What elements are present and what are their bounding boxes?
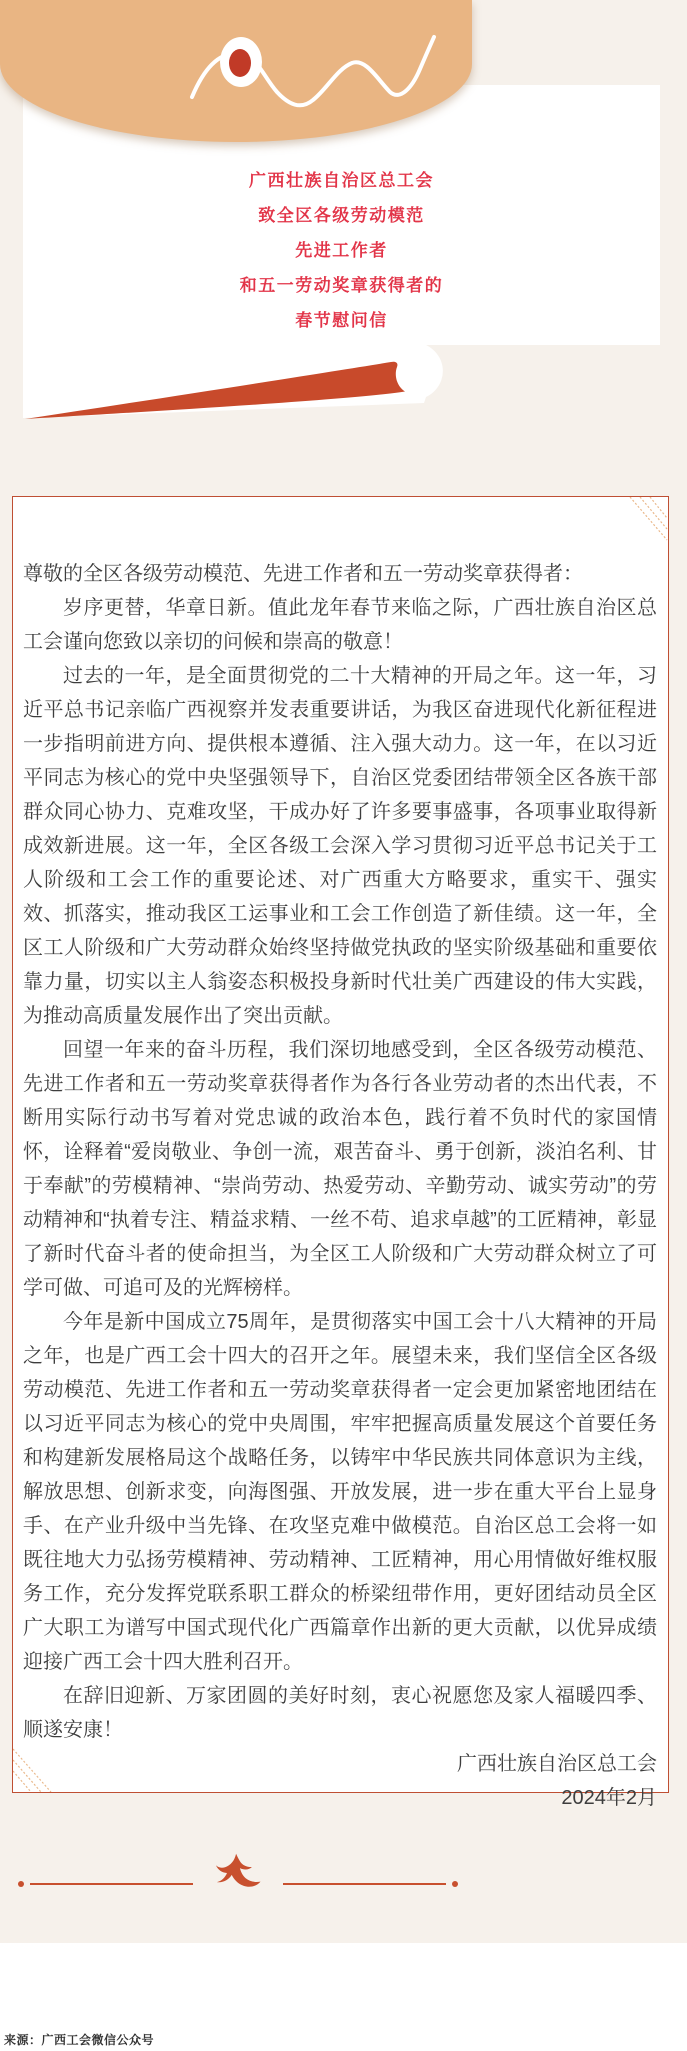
title-line-5: 春节慰问信 (295, 311, 388, 330)
letter-greeting: 尊敬的全区各级劳动模范、先进工作者和五一劳动奖章获得者： (23, 563, 583, 585)
letter-paragraph: 今年是新中国成立75周年，是贯彻落实中国工会十八大精神的开局之年，也是广西工会十四大的召开之年。展望未来，我们坚信全区各级劳动模范、先进工作者和五一劳动奖章获得者一定会更加紧密地团结在以习近平同志为核心的党中央周围，牢牢把握高质量发展这个首要任务和构建新发展格局这个战略任务，以铸牢中华民族共同体意识为主线，解放思想、创新求变，向海图强、开放发展，进一步在重大平台上显身手、在产业升级中当先锋、在攻坚克难中做模范。自治区总工会将一如既往地大力弘扬劳模精神、劳动精神、工匠精神，用心用情做好维权服务工作，充分发挥党联系职工群众的桥梁纽带作用，更好团结动员全区广大职工为谱写中国式现代化广西篇章作出新的更大贡献，以优异成绩迎接广西工会十四大胜利召开。 (23, 1311, 657, 1673)
letter-date: 2024年2月 (561, 1787, 657, 1809)
title-line-4: 和五一劳动奖章获得者的 (239, 276, 444, 295)
divider-dot-left (18, 1881, 24, 1887)
title-line-2: 致全区各级劳动模范 (258, 206, 425, 225)
dove-icon (215, 1852, 261, 1892)
source-caption: 来源：广西工会微信公众号 (4, 2033, 155, 2047)
letter-paragraph: 回望一年来的奋斗历程，我们深切地感受到，全区各级劳动模范、先进工作者和五一劳动奖章获得者作为各行各业劳动者的杰出代表，不断用实际行动书写着对党忠诚的政治本色，践行着不负时代的家国情怀，诠释着“爱岗敬业、争创一流，艰苦奋斗、勇于创新，淡泊名利、甘于奉献”的劳模精神、“崇尚劳动、热爱劳动、辛勤劳动、诚实劳动”的劳动精神和“执着专注、精益求精、一丝不苟、追求卓越”的工匠精神，彰显了新时代奋斗者的使命担当，为全区工人阶级和广大劳动群众树立了可学可做、可追可及的光辉榜样。 (23, 1039, 657, 1299)
signature-block (23, 1747, 657, 1815)
page-curl-ornament (0, 330, 687, 435)
footer-divider (18, 1862, 458, 1906)
letter-signature: 广西壮族自治区总工会 (457, 1753, 657, 1775)
ink-dot (229, 49, 251, 77)
divider-line-right (283, 1883, 446, 1885)
letter-box (12, 496, 669, 1809)
letter-paragraph: 在辞旧迎新、万家团圆的美好时刻，衷心祝愿您及家人福暖四季、顺遂安康！ (23, 1685, 657, 1741)
top-banner-arc (0, 0, 472, 142)
title-line-3: 先进工作者 (295, 241, 388, 260)
divider-dot-right (452, 1881, 458, 1887)
divider-line-left (30, 1883, 193, 1885)
banner-ornaments (0, 0, 472, 142)
letter-content (13, 497, 668, 1815)
letter-paragraph: 岁序更替，华章日新。值此龙年春节来临之际，广西壮族自治区总工会谨向您致以亲切的问候和崇高的敬意！ (23, 597, 657, 653)
letter-paragraph: 过去的一年，是全面贯彻党的二十大精神的开局之年。这一年，习近平总书记亲临广西视察并发表重要讲话，为我区奋进现代化新征程进一步指明前进方向、提供根本遵循、注入强大动力。这一年，在以习近平同志为核心的党中央坚强领导下，自治区党委团结带领全区各族干部群众同心协力、克难攻坚，干成办好了许多要事盛事，各项事业取得新成效新进展。这一年，全区各级工会深入学习贯彻习近平总书记关于工人阶级和工会工作的重要论述、对广西重大方略要求，重实干、强实效、抓落实，推动我区工运事业和工会工作创造了新佳绩。这一年，全区工人阶级和广大劳动群众始终坚持做党执政的坚实阶级基础和重要依靠力量，切实以主人翁姿态积极投身新时代壮美广西建设的伟大实践，为推动高质量发展作出了突出贡献。 (23, 665, 657, 1027)
letter-title (23, 163, 660, 338)
title-line-1: 广西壮族自治区总工会 (249, 171, 434, 190)
